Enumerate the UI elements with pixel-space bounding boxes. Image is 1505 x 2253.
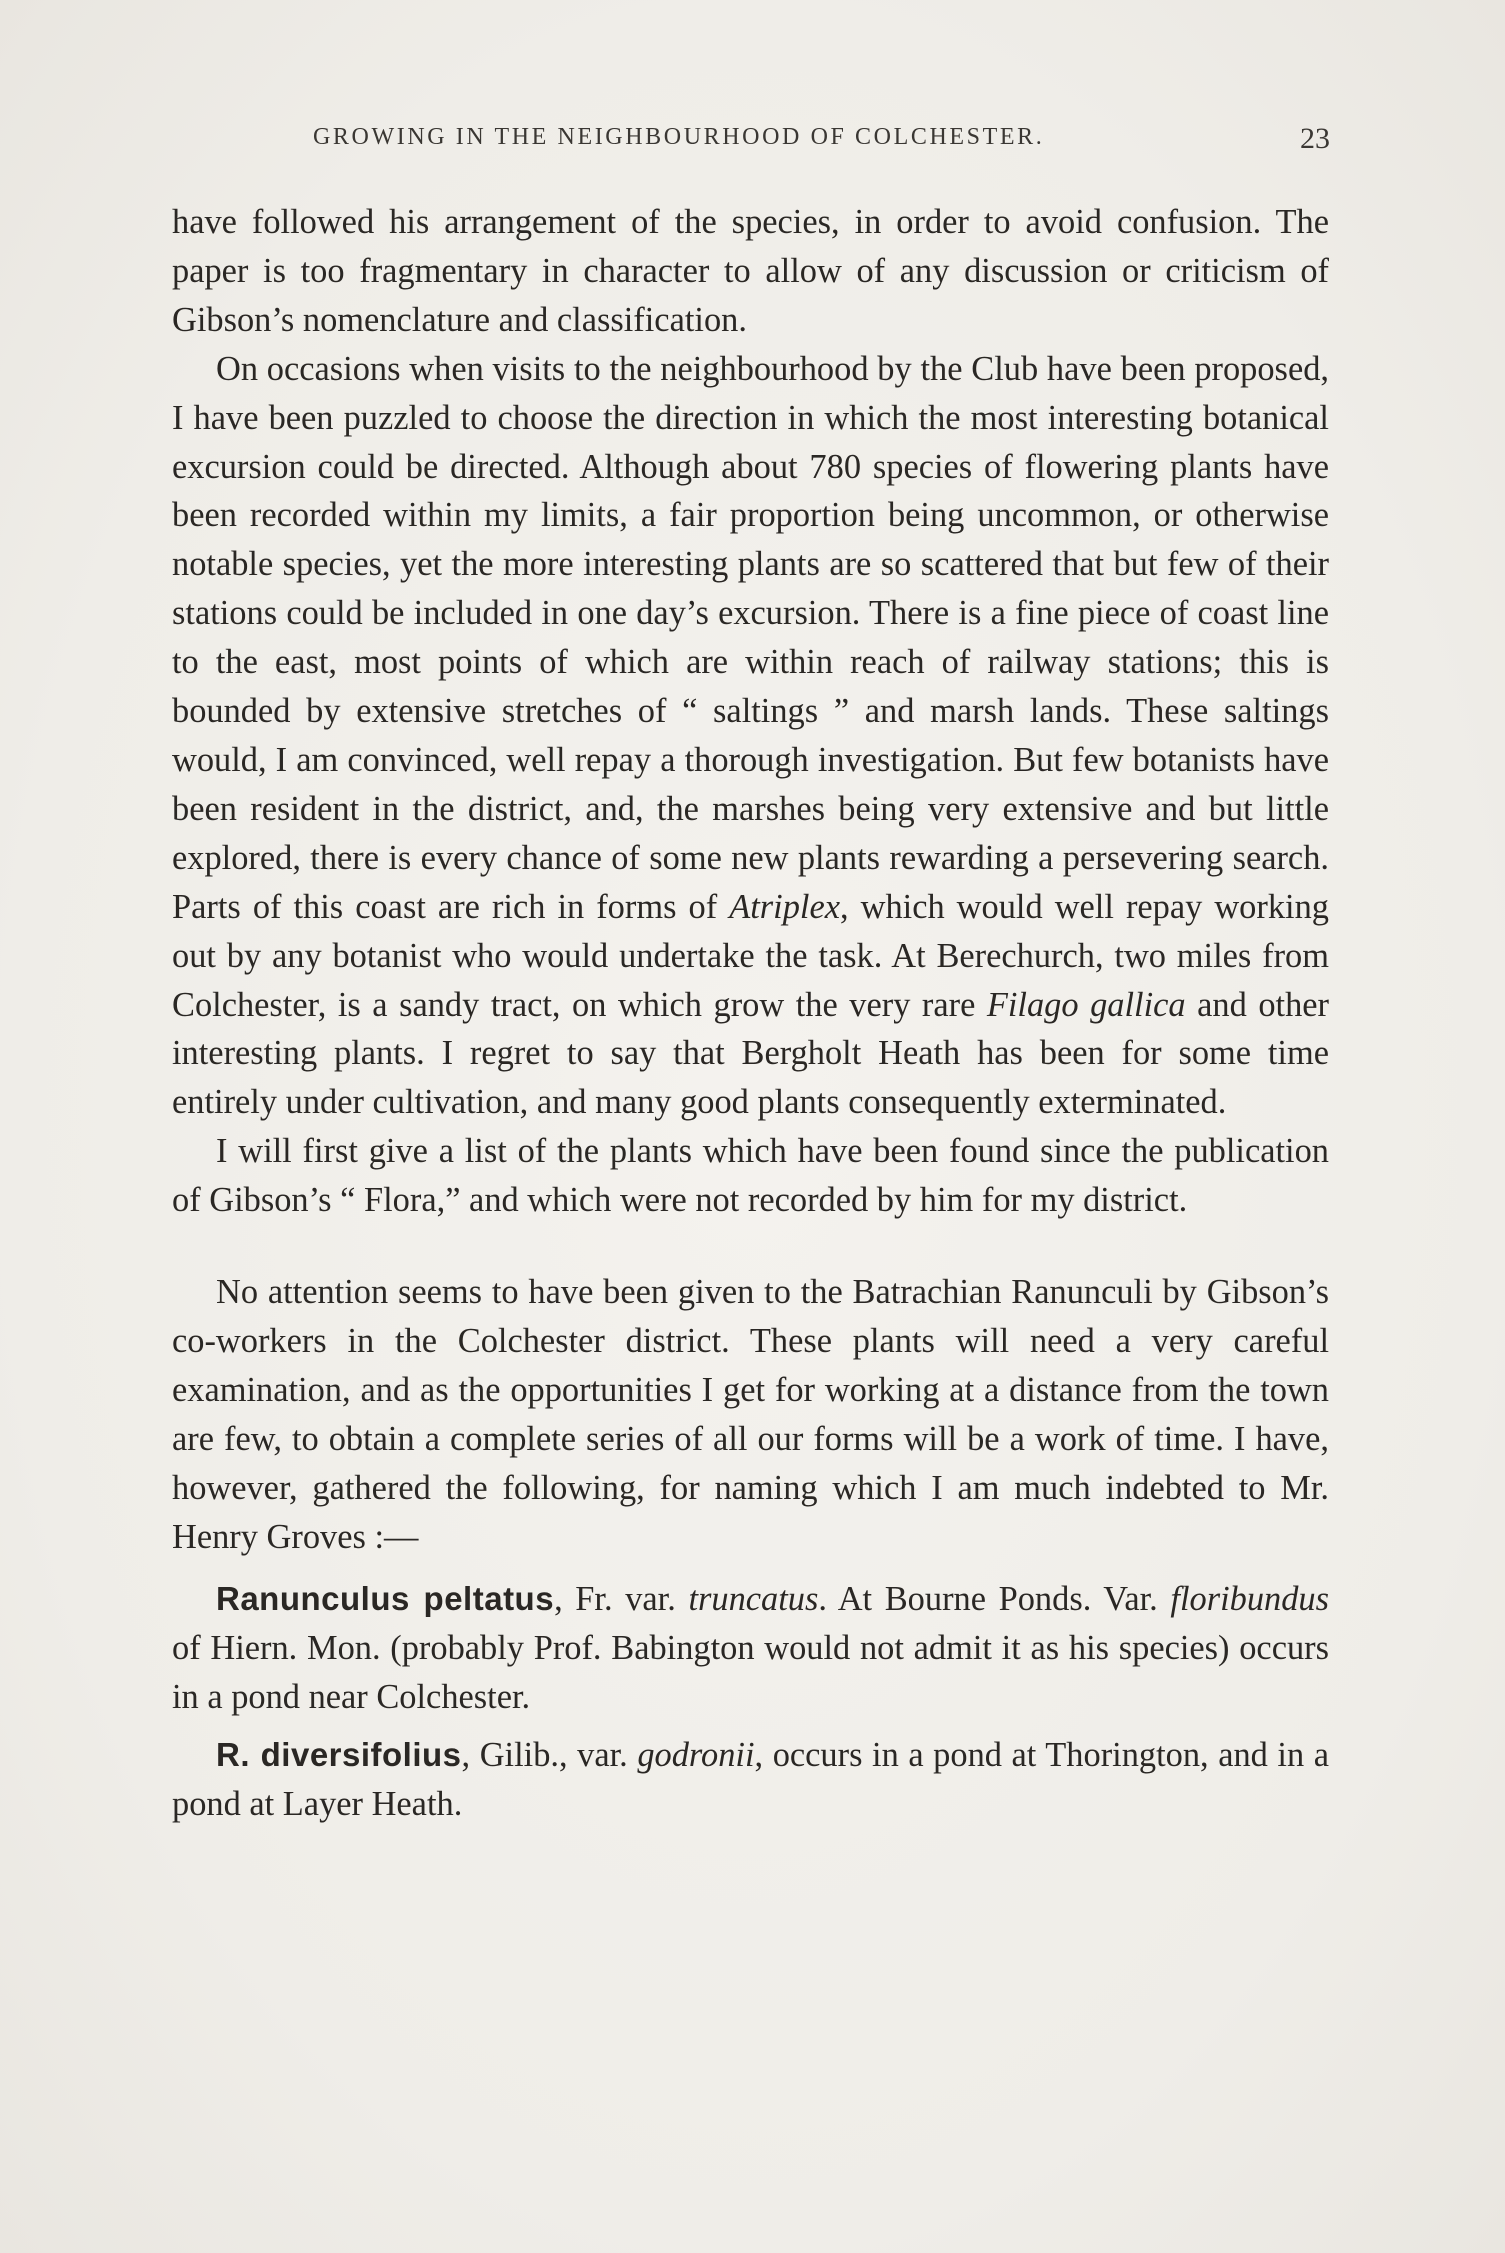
section-gap [172,1225,1329,1268]
species-italic: Atriplex [729,887,840,926]
species-entry [172,1731,1329,1829]
page-number: 23 [1300,122,1330,155]
entry-text: . At Bourne Ponds. Var. [818,1580,1171,1619]
species-italic: Filago gallica [986,985,1186,1024]
species-name: R. diversifolius [216,1736,462,1774]
paragraph-text: On occasions when visits to the neighbourhood by the Club have been proposed, I have been puzzled to choose the direction in which the most interesting botanical excursion could be directed. Although about 780 species of flowering plants have been recorded within my limits, a fair proportion being uncommon, or otherwise notable species, yet the more interesting plants are so scattered that but few of their stations could be included in one day’s excursion. There is a fine piece of coast line to the east, most points of which are within reach of railway stations; this is bounded by extensive stretches of “ saltings ” and marsh lands. These saltings would, I am convinced, well repay a thorough investigation. But few botanists have been resident in the district, and, the marshes being very extensive and but little explored, there is every chance of some new plants rewarding a persevering search. Parts of this coast are rich in forms of [172,349,1329,926]
entry-text: , Gilib., var. [461,1736,638,1775]
paragraph-continuation: have followed his arrangement of the species, in order to avoid confusion. The paper is too fragmentary in character to allow of any discussion or criticism of Gibson’s nomenclature and classification. [172,203,1329,339]
entry-text: , Fr. var. [554,1580,689,1619]
paragraph-excursion [172,345,1329,1128]
variety-italic: truncatus [688,1580,819,1619]
paragraph-text: , which would well repay working out by any botanist who would undertake the task. At Berechurch, two miles from Colchester, is a sandy tract, on which grow the very rare [172,887,1329,1024]
running-head [175,124,1330,164]
species-entry [172,1575,1329,1722]
variety-italic: floribundus [1170,1580,1329,1619]
paragraph-batrachian: No attention seems to have been given to the Batrachian Ranunculi by Gibson’s co-workers in the Colchester district. These plants will need a very careful examination, and as the opportunities I get for working at a distance from the town are few, to obtain a complete series of all our forms will be a work of time. I have, however, gathered the following, for naming which I am much indebted to Mr. Henry Groves :— [172,1273,1329,1556]
paragraph-text: and other interesting plants. I regret to say that Bergholt Heath has been for some time entirely under cultivation, and many good plants consequently exterminated. [172,985,1329,1122]
entry-text: of Hiern. Mon. (probably Prof. Babington would not admit it as his species) occurs in a pond near Colchester. [172,1629,1329,1717]
species-name: Ranunculus peltatus [216,1580,555,1618]
body-text [172,198,1329,1829]
entry-text: , occurs in a pond at Thorington, and in a pond at Layer Heath. [172,1736,1329,1824]
paragraph-list-intro: I will first give a list of the plants which have been found since the publication of Gibson’s “ Flora,” and which were not recorded by him for my district. [172,1132,1329,1220]
running-title: GROWING IN THE NEIGHBOURHOOD OF COLCHESTER. [313,124,1045,150]
variety-italic: godronii [637,1736,755,1775]
